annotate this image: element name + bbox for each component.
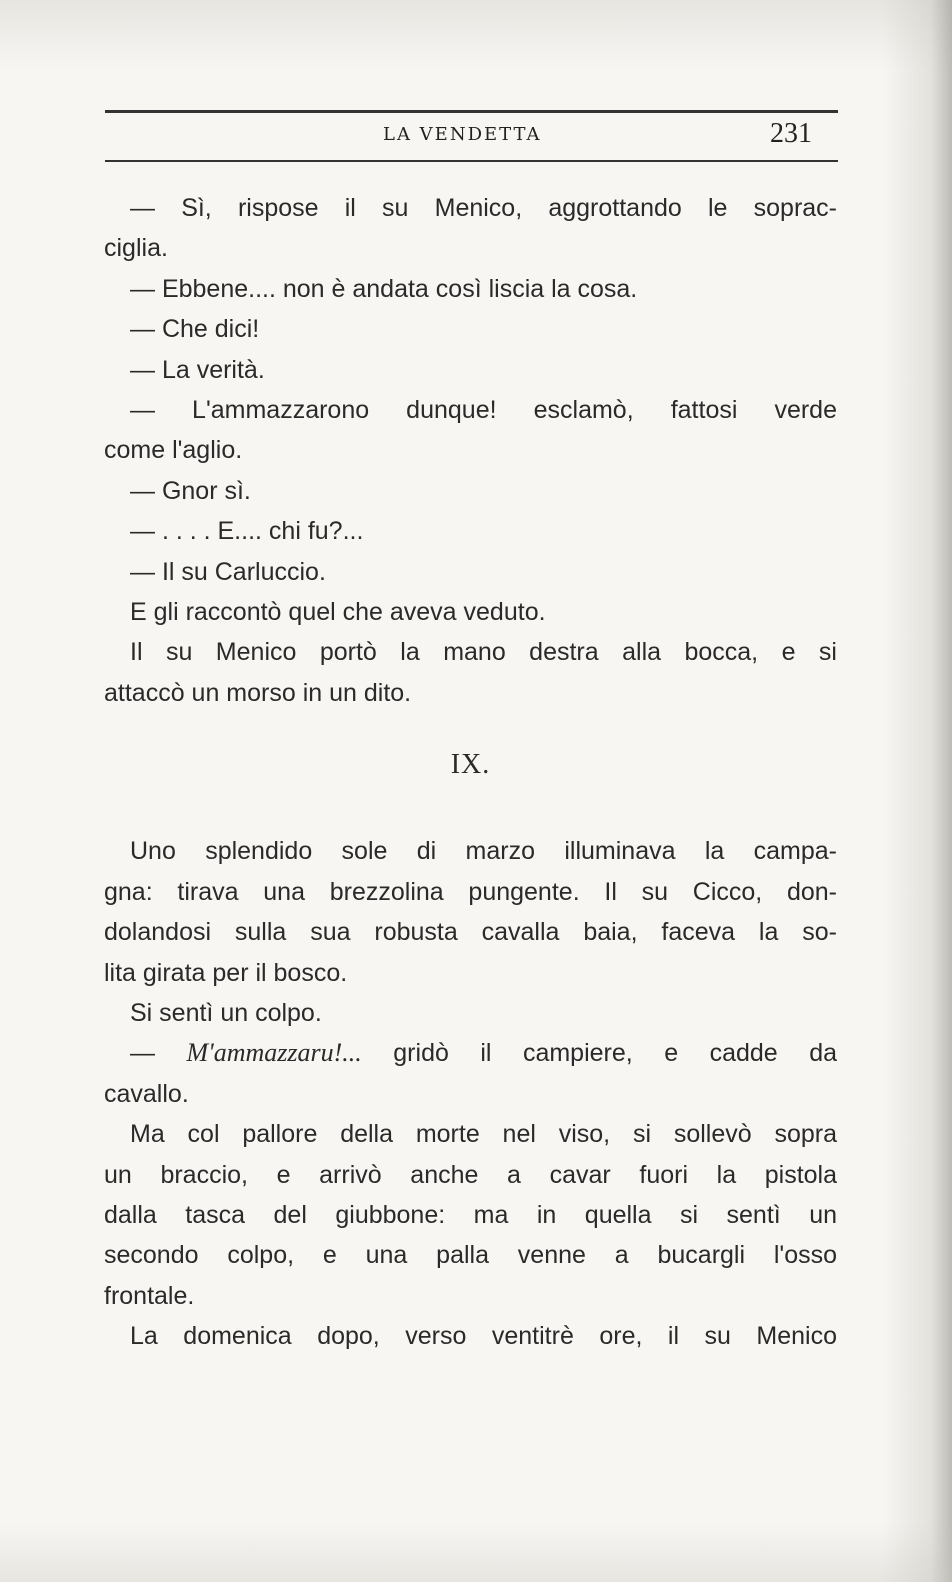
header-bottom-rule <box>105 160 838 162</box>
text-line: — Ebbene.... non è andata così liscia la cosa. <box>130 274 638 303</box>
dialogue-block <box>104 188 837 713</box>
text-line: secondo colpo, e una palla venne a bucargli l'osso <box>104 1241 837 1270</box>
narrative-block <box>104 831 837 1033</box>
scan-edge-shadow-top <box>0 0 952 70</box>
text-line: — Gnor sì. <box>130 476 251 505</box>
text-line: Uno splendido sole di marzo illuminava la campa- <box>130 837 837 866</box>
text-line: dalla tasca del giubbone: ma in quella si sentì un <box>104 1200 837 1229</box>
scan-edge-shadow-right <box>882 0 952 1582</box>
body-text <box>104 188 837 1357</box>
shout-rest: gridò il campiere, e cadde da <box>361 1039 838 1068</box>
shout-italic: M'ammazzaru!... <box>186 1038 362 1068</box>
running-title: LA VENDETTA <box>383 124 542 145</box>
text-line: attaccò un morso in un dito. <box>104 678 412 707</box>
text-line: Si sentì un colpo. <box>130 999 322 1028</box>
text-line: un braccio, e arrivò anche a cavar fuori la pistola <box>104 1160 837 1189</box>
shout-dash: — <box>130 1039 155 1068</box>
text-line: — . . . . E.... chi fu?... <box>130 517 364 546</box>
text-line: frontale. <box>104 1281 195 1310</box>
text-line: dolandosi sulla sua robusta cavalla baia, faceva la so- <box>104 918 837 947</box>
header-top-rule <box>105 110 838 113</box>
text-line-shout <box>104 1033 837 1073</box>
text-line: lita girata per il bosco. <box>104 958 348 987</box>
section-heading: IX. <box>450 749 491 781</box>
text-line: Il su Menico portò la mano destra alla bocca, e si <box>130 638 837 667</box>
text-line: — L'ammazzarono dunque! esclamò, fattosi verde <box>130 395 837 424</box>
text-line: E gli raccontò quel che aveva veduto. <box>130 597 546 626</box>
final-block <box>104 1074 837 1357</box>
text-line: ciglia. <box>104 234 168 263</box>
text-line: La domenica dopo, verso ventitrè ore, il su Menico <box>130 1322 837 1351</box>
text-line: Ma col pallore della morte nel viso, si sollevò sopra <box>130 1120 837 1149</box>
text-line: gna: tirava una brezzolina pungente. Il su Cicco, don- <box>104 877 837 906</box>
text-line: — Che dici! <box>130 315 260 344</box>
scan-edge-shadow-bottom <box>0 1522 952 1582</box>
text-line: — Il su Carluccio. <box>130 557 326 586</box>
text-line: come l'aglio. <box>104 436 243 465</box>
text-line: — Sì, rispose il su Menico, aggrottando le soprac- <box>130 194 837 222</box>
text-line: cavallo. <box>104 1079 189 1108</box>
page-number: 231 <box>770 118 812 149</box>
text-line: — La verità. <box>130 355 265 384</box>
